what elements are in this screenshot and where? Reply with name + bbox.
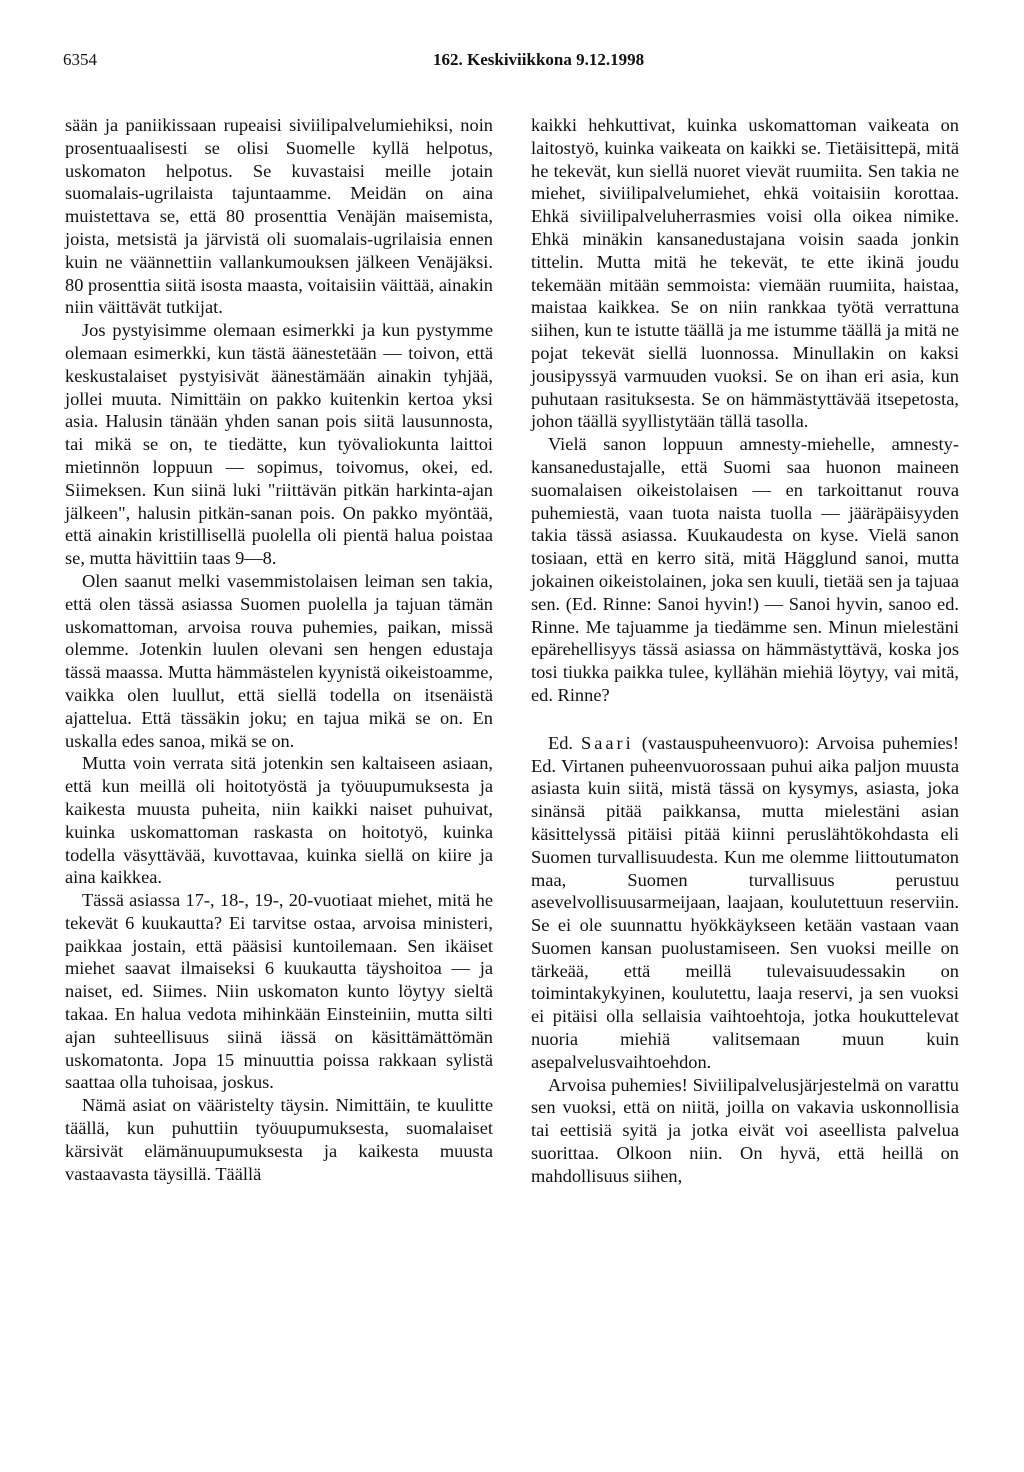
paragraph: Arvoisa puhemies! Siviilipalvelusjärjestelmä on varattu sen vuoksi, että on niitä, joilla on vakavia uskonnollisia tai eettisiä syitä ja jotka eivät voi aseellista palvelua suorittaa. Olkoon niin. On hyvä, että heillä on mahdollisuus siihen, (531, 1074, 959, 1186)
paragraph: Mutta voin verrata sitä jotenkin sen kaltaiseen asiaan, että kun meillä oli hoitotyöstä ja työuupumuksesta ja kaikesta muusta puheita, niin kaikki naiset puhuivat, kuinka uskomattoman raskasta on hoitotyö, kuinka todella väsyttävää, kuvottavaa, kuinka siellä on kiire ja aina kaikkea. (65, 753, 493, 888)
paragraph: Olen saanut melki vasemmistolaisen leiman sen takia, että olen tässä asiassa Suomen puolella ja tajuan tämän uskomattoman, arvoisa rouva puhemies, paikan, missä olemme. Jotenkin luulen olevani sen hengen edustaja tässä maassa. Mutta hämmästelen kyynistä oikeistoamme, vaikka olen luullut, että siellä todella on itsenäistä ajattelua. Että tässäkin joku; en tajua mikä se on. En uskalla edes sanoa, mikä se on. (65, 570, 493, 751)
paragraph: Jos pystyisimme olemaan esimerkki ja kun pystymme olemaan esimerkki, kun tästä äänestetään — toivon, että keskustalaiset pystyisivät äänestämään ainakin tyhjää, jollei muuta. Nimittäin on pakko kuitenkin kertoa yksi asia. Halusin tänään yhden sanan pois siitä lausunnosta, tai mikä se on, te tiedätte, kun työvaliokunta laittoi mietinnön loppuun — sopimus, toivomus, okei, ed. Siimeksen. Kun siinä luki "riittävän pitkän harkinta-ajan jälkeen", halusin pitkän-sanan pois. On pakko myöntää, että ainakin kristillisellä puolella oli pientä halua poistaa se, mutta hävittiin taas 9—8. (65, 320, 493, 569)
speaker-prefix: Ed. (548, 732, 574, 753)
paragraph: sään ja paniikissaan rupeaisi siviilipalvelumiehiksi, noin prosentuaalisesti se olisi Suomelle kyllä helpotus, uskomaton helpotus. Se kuvastaisi meille jotain suomalais-ugrilaista tajuntaamme. Meidän on aina muistettava se, että 80 prosenttia Venäjän maisemista, joista, metsistä ja järvistä oli suomalais-ugrilaisia ennen kuin ne väännettiin vallankumouksen jälkeen Venäjäksi. 80 prosenttia siitä isosta maasta, voitaisiin väittää, ainakin niin väittävät tutkijat. (65, 115, 493, 318)
page-number: 6354 (63, 50, 97, 69)
paragraph: kaikki hehkuttivat, kuinka uskomattoman vaikeata on laitostyö, kuinka vaikeata on kaikki se. Tietäisittepä, mitä he tekevät, kun siellä nuoret vievät ruumiita. Sen takia ne miehet, siviilipalvelumiehet, ehkä voitaisiin korottaa. Ehkä siviilipalveluherrasmies voisi olla oikea nimike. Ehkä minäkin kansanedustajana voisin saada jonkin tittelin. Mutta mitä he tekevät, te ette ikinä joudu tekemään mitään semmoista: viemään ruumiita, haistaa, maistaa kaikkea. Se on niin rankkaa työtä verrattuna siihen, kun te istutte täällä ja me istumme täällä ja mitä ne pojat tekevät siellä luonnossa. Minullakin on kaksi jousipyssyä varmuuden vuoksi. Se on ihan eri asia, kun puhutaan rasituksesta. Se on hämmästyttävää itsepetosta, johon täällä syyllistytään tällä tasolla. (531, 115, 959, 432)
speech-text: (vastauspuheenvuoro): Arvoisa puhemies! Ed. Virtanen puheenvuorossaan puhui aika paljon muusta asiasta kuin siitä, mistä tässä on kysymys, asiasta, joka sinänsä pitää paikkansa, mutta mielestäni asian käsittelyssä pitäisi pitää kiinni peruslähtökohdasta eli Suomen turvallisuudesta. Kun me olemme liittoutumaton maa, Suomen turvallisuus perustuu asevelvollisuusarmeijaan, laajaan, koulutettuun reserviin. Se ei ole suunnattu hyökkäykseen ketään vastaan vaan Suomen kansan puolustamiseen. Sen vuoksi meille on tärkeää, että meillä tulevaisuudessakin on toimintakykyinen, koulutettu, laaja reservi, ja sen vuoksi ei pitäisi olla sellaisia vaihtoehtoja, jotka houkuttelevat nuoria miehiä valitsemaan muun kuin asepalvelusvaihtoehdon. (531, 732, 959, 1072)
speech-paragraph (531, 732, 959, 1074)
right-column (531, 114, 959, 1188)
paragraph: Vielä sanon loppuun amnesty-miehelle, amnesty-kansanedustajalle, että Suomi saa huonon maineen suomalaisen oikeistolaisen — en tarkoittanut rouva puhemiestä, vaan tuota naista tuolla — jääräpäisyyden takia tässä asiassa. Kuukaudesta on kyse. Vielä sanon tosiaan, että en kerro sitä, mitä Hägglund sanoi, mutta jokainen oikeistolainen, joka sen kuuli, tietää sen ja tajuaa sen. (Ed. Rinne: Sanoi hyvin!) — Sanoi hyvin, sanoo ed. Rinne. Me tajuamme ja tiedämme sen. Minun mielestäni epärehellisyys tässä asiassa on hämmästyttävä, koska jos tosi tiukka paikka tulee, kyllähän miehiä löytyy, vai mitä, ed. Rinne? (531, 434, 959, 705)
speaker-name: Saari (580, 732, 634, 753)
left-column (65, 114, 493, 1185)
paragraph: Nämä asiat on vääristelty täysin. Nimittäin, te kuulitte täällä, kun puhuttiin työuupumuksesta, suomalaiset kärsivät elämänuupumuksesta ja kaikesta muusta vastaavasta täysillä. Täällä (65, 1095, 493, 1184)
paragraph: Tässä asiassa 17-, 18-, 19-, 20-vuotiaat miehet, mitä he tekevät 6 kuukautta? Ei tarvitse ostaa, arvoisa ministeri, paikkaa jostain, että pääsisi kuntoilemaan. Sen ikäiset miehet saavat ilmaiseksi 6 kuukautta täyshoitoa — ja naiset, ed. Siimes. Niin uskomaton kunto löytyy sieltä takaa. En halua vedota mihinkään Einsteiniin, mutta silti ajan suhteellisuus siinä iässä on käsittämättömän uskomatonta. Jopa 15 minuuttia poissa rakkaan sylistä saattaa olla tuhoisaa, joskus. (65, 890, 493, 1093)
page-header-title: 162. Keskiviikkona 9.12.1998 (433, 50, 645, 69)
